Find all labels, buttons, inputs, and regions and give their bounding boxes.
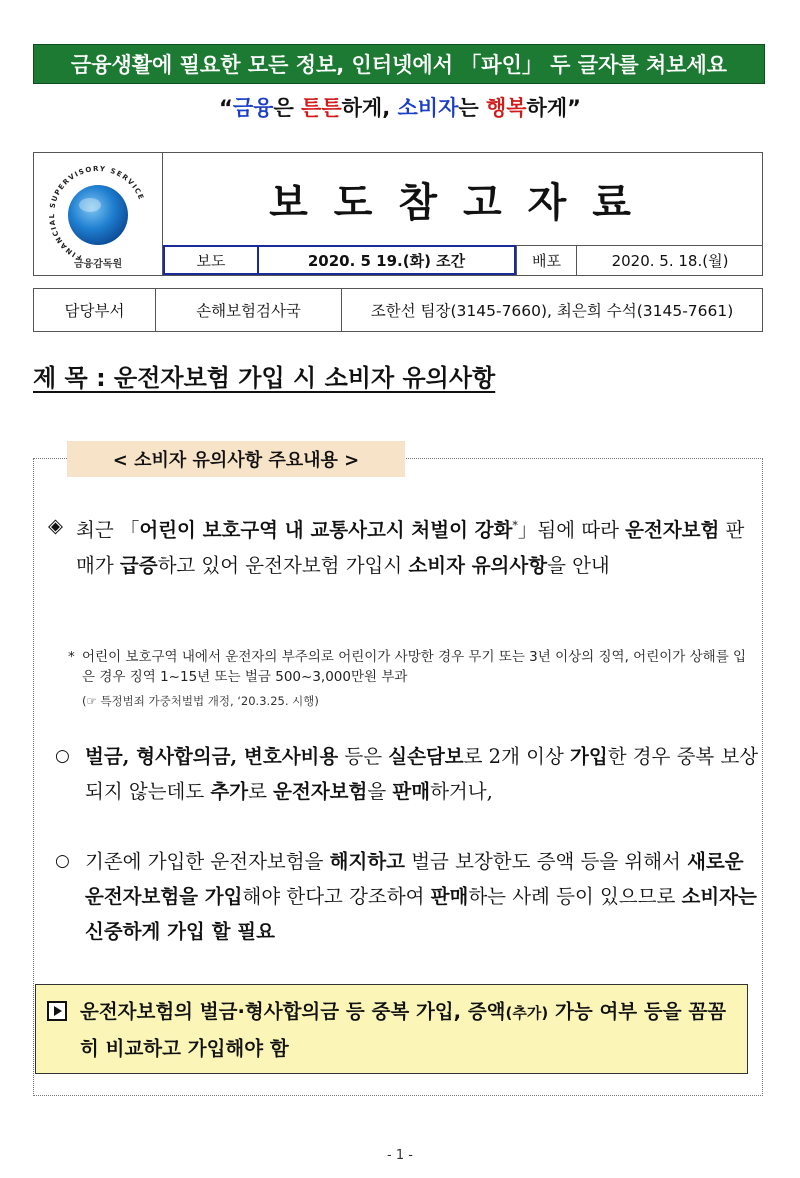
slogan-text: 은 [273,96,302,120]
text-run-bold: 판매 [392,780,431,803]
press-label: 보도 [163,245,259,275]
logo-ring-text: FINANCIAL SUPERVISORY SERVICE [48,164,146,262]
text-run-bold: 소비자 유의사항 [408,553,548,577]
footnote-text: 어린이 보호구역 내에서 운전자의 부주의로 어린이가 사망한 경우 무기 또는 3년 이상의 징역, 어린이가 상해를 입은 경우 징역 1~15년 또는 벌금 500~3,000만원 부과 [82,649,747,685]
slogan-text: 하게 [526,96,568,120]
paragraph-intro [48,508,758,583]
text-run: 해야 한다고 강조하여 [242,885,431,908]
circle-bullet-icon: ○ [55,851,70,871]
conclusion-text [80,994,740,1066]
slogan-word-happy: 행복 [485,96,527,120]
footnote-law-reference: (☞ 특정범죄 가중처벌법 개정, ‘20.3.25. 시행) [82,694,319,708]
text-run-bold: 판매 [430,885,469,908]
logo-name: 금융감독원 [73,259,123,270]
department-contact: 조한선 팀장(3145-7660), 최은희 수석(3145-7661) [370,302,734,320]
text-run-bold: 실손담보 [388,745,464,768]
text-run: 최근 「 [76,518,140,542]
text-run: 가능 여부 등을 꼼꼼히 비교하고 가입해야 함 [80,1000,727,1060]
text-run: 로 [248,780,274,803]
distribution-label: 배포 [516,245,576,275]
slogan-word-consumer: 소비자 [397,96,459,120]
press-date: 2020. 5 19.(화) 조간 [259,245,516,275]
document-subject: 제 목 : 운전자보험 가입 시 소비자 유의사항 [33,364,496,392]
distribution-date: 2020. 5. 18.(월) [576,245,763,275]
department-label: 담당부서 [34,289,156,331]
paragraph-duplicate-coverage [55,739,760,809]
fss-logo [34,153,163,275]
text-run-bold: 해지하고 [329,850,405,873]
text-run-bold: 어린이 보호구역 내 교통사고시 처벌이 강화 [139,518,513,542]
text-run-bold: 운전자보험 [625,518,720,542]
quote-close: ” [567,96,581,120]
conclusion-box [35,984,748,1074]
text-run: 한 경우 중복 보상되지 않는데도 [85,745,759,803]
text-run: 하고 있어 운전자보험 가입시 [157,553,409,577]
text-run: 기존에 가입한 운전자보험을 [85,850,330,873]
text-run: 하는 사례 등이 있으므로 [468,885,682,908]
text-run-bold: 가입 [570,745,608,768]
text-run: 하거나, [430,780,493,803]
text-run: 운전자보험의 벌금·형사합의금 등 중복 가입, 증액 [80,1000,506,1023]
text-run-bold: 소비자는 신중하게 가입 할 필요 [85,885,757,943]
top-banner: 금융생활에 필요한 모든 정보, 인터넷에서 「파인」 두 글자를 쳐보세요 [33,44,765,84]
text-run: 로 2개 이상 [463,745,570,768]
text-run: 」됨에 따라 [517,518,626,542]
text-run: 벌금 보장한도 증액 등을 위해서 [405,850,688,873]
text-run-bold: 새로운 운전자보험을 가입 [85,850,744,908]
diamond-bullet-icon: ◈ [48,514,63,537]
page-number: - 1 - [387,1148,413,1163]
release-info-row [163,245,763,275]
text-run-bold: 추가 [210,780,249,803]
circle-bullet-icon: ○ [55,746,70,766]
text-run: 판매가 [76,518,745,577]
text-run-small: (추가) [505,1004,549,1022]
footnote-marker: * [512,519,518,532]
slogan [0,92,800,122]
slogan-text: 는 [458,96,486,120]
page-title: 보도참고자료 [269,179,657,226]
footnote [68,647,758,687]
fss-logo-icon [34,153,162,275]
department-table [33,288,763,332]
slogan-word-finance: 금융 [232,96,274,120]
footnote-star: * [68,649,75,665]
slogan-word-strong: 튼튼 [301,96,342,120]
quote-open: “ [219,96,233,120]
text-run: 을 [367,780,393,803]
section-label: < 소비자 유의사항 주요내용 > [67,441,405,477]
arrow-box-icon [47,1001,67,1021]
text-run-bold: 급증 [119,553,158,577]
slogan-text: 하게, [341,96,398,120]
department-name: 손해보험검사국 [156,289,342,331]
text-run: 등은 [338,745,389,768]
paragraph-cancel-and-resell [55,844,760,949]
press-header [33,152,763,276]
text-run-bold: 운전자보험 [273,780,368,803]
text-run: 을 안내 [547,553,610,577]
text-run-bold: 벌금, 형사합의금, 변호사비용 [85,745,339,768]
